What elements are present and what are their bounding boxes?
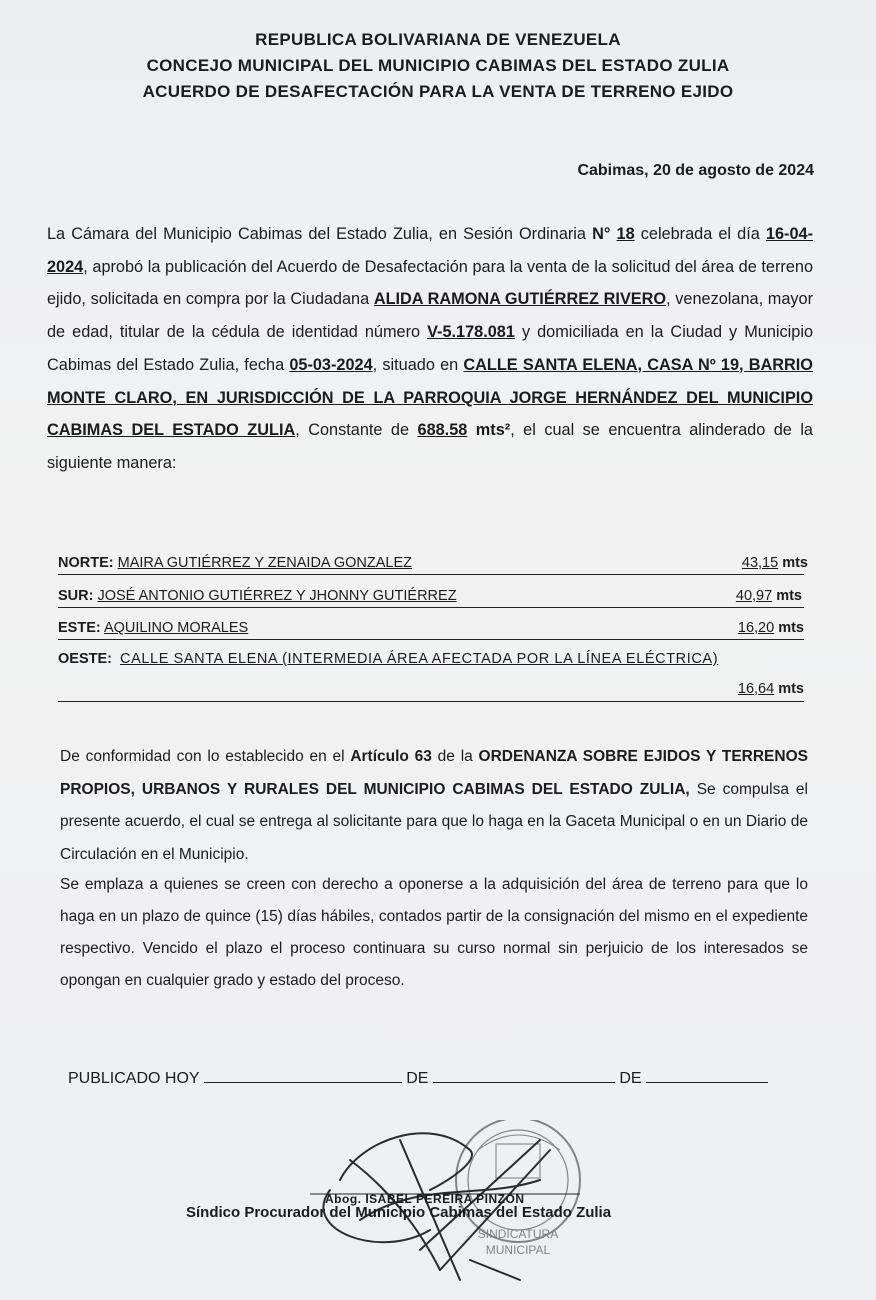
blank-month [433, 1068, 615, 1083]
blank-year [646, 1068, 768, 1083]
summons-paragraph: Se emplaza a quienes se creen con derecho a oponerse a la adquisición del área de terreno para que lo haga en un plazo de quince (15) días hábiles, contados partir de la consignación del mismo en el expediente respectivo. Vencido el plazo el proceso continuara su curso normal sin perjuicio de los interesados se opongan en cualquier grado y estado del proceso. [60, 876, 808, 989]
boundary-label: OESTE: [58, 651, 112, 667]
underline [58, 701, 804, 702]
boundary-value: 16,64 [737, 681, 775, 697]
boundary-measure [742, 555, 808, 571]
blank-day [204, 1068, 402, 1083]
boundary-label: SUR: [58, 588, 94, 604]
boundary-unit: mts [774, 620, 804, 636]
boundary-measure [736, 588, 802, 604]
boundary-north [58, 555, 808, 571]
stamp-text: SINDICATURA [477, 1227, 559, 1241]
boundary-unit: mts [778, 555, 808, 571]
boundary-value: 43,15 [741, 555, 779, 571]
underline [58, 574, 804, 575]
boundary-unit: mts [772, 588, 802, 604]
body-text: celebrada el día [634, 225, 766, 243]
article-ref: Artículo 63 [350, 748, 432, 765]
boundary-label: ESTE: [58, 620, 101, 636]
boundary-name: AQUILINO MORALES [103, 620, 249, 636]
boundary-west [58, 651, 808, 703]
boundary-label: NORTE: [58, 555, 114, 571]
main-paragraph [47, 218, 813, 480]
published-de-1: DE [406, 1070, 429, 1087]
session-number: 18 [616, 225, 635, 243]
body-text: , el cual se encuentra alinderado de la siguiente manera: [47, 421, 813, 472]
body-text: Se compulsa el presente acuerdo, el cual se entrega al solicitante para que lo haga en la Gaceta Municipal o en un Diario de Circulación en el Municipio. [60, 780, 808, 863]
session-date: 16-04-2024 [47, 225, 813, 276]
body-text: , venezolana, mayor de edad, titular de la cédula de identidad número [47, 290, 813, 342]
area-value: 688.58 [417, 421, 468, 440]
boundary-name: CALLE SANTA ELENA (INTERMEDIA ÁREA AFECTADA POR LA LÍNEA ELÉCTRICA) [120, 651, 719, 667]
boundary-south [58, 588, 808, 604]
boundary-east [58, 620, 808, 636]
ordinance-name: ORDENANZA SOBRE EJIDOS Y TERRENOS PROPIOS, URBANOS Y RURALES DEL MUNICIPIO CABIMAS DEL ESTADO ZULIA, [60, 748, 808, 798]
boundary-value: 16,20 [737, 620, 775, 636]
body-text: La Cámara del Municipio Cabimas del Estado Zulia, en Sesión Ordinaria [47, 225, 593, 243]
stamp-text: MUNICIPAL [485, 1243, 551, 1257]
session-label: N° [592, 225, 611, 243]
boundary-measure [738, 681, 804, 697]
request-date: 05-03-2024 [289, 355, 373, 374]
boundary-name: MAIRA GUTIÉRREZ Y ZENAIDA GONZALEZ [117, 555, 412, 571]
published-line [68, 1068, 768, 1088]
body-text: de la [431, 748, 479, 765]
body-text: y domiciliada en la Ciudad y Municipio Cabimas del Estado Zulia, fecha [47, 323, 813, 374]
applicant-name: ALIDA RAMONA GUTIÉRREZ RIVERO [373, 290, 667, 309]
boundary-name: JOSÉ ANTONIO GUTIÉRREZ Y JHONNY GUTIÉRREZ [97, 588, 457, 604]
conformity-paragraph [60, 741, 808, 871]
municipal-stamp [456, 1120, 580, 1257]
boundary-unit: mts [774, 681, 804, 697]
signatory-name: Abog. ISABEL PEREIRA PINZÓN [325, 1192, 525, 1206]
published-de-2: DE [619, 1070, 642, 1087]
published-label: PUBLICADO HOY [68, 1070, 200, 1087]
body-text: , aprobó la publicación del Acuerdo de Desafectación para la venta de la solicitud del área de terreno ejido, solicitada en compra por la Ciudadana [47, 257, 813, 309]
body-text: , Constante de [295, 421, 418, 440]
header-line-2: CONCEJO MUNICIPAL DEL MUNICIPIO CABIMAS DEL ESTADO ZULIA [146, 56, 730, 75]
body-text: , situado en [372, 355, 464, 374]
id-number: V-5.178.081 [427, 323, 515, 342]
date-line: Cabimas, 20 de agosto de 2024 [577, 162, 814, 179]
boundary-measure [738, 620, 804, 636]
signatory-role: Síndico Procurador del Municipio Cabimas del Estado Zulia [186, 1204, 612, 1221]
underline [58, 607, 804, 608]
property-address: CALLE SANTA ELENA, CASA Nº 19, BARRIO MONTE CLARO, EN JURISDICCIÓN DE LA PARROQUIA JORGE HERNÁNDEZ DEL MUNICIPIO CABIMAS DEL ESTADO ZULIA [47, 355, 813, 440]
boundary-value: 40,97 [735, 588, 773, 604]
area-unit: mts² [467, 421, 511, 440]
header-line-3: ACUERDO DE DESAFECTACIÓN PARA LA VENTA DE TERRENO EJIDO [142, 82, 734, 101]
body-text: De conformidad con lo establecido en el [60, 748, 351, 765]
underline [58, 639, 804, 640]
header-line-1: REPUBLICA BOLIVARIANA DE VENEZUELA [255, 30, 621, 49]
